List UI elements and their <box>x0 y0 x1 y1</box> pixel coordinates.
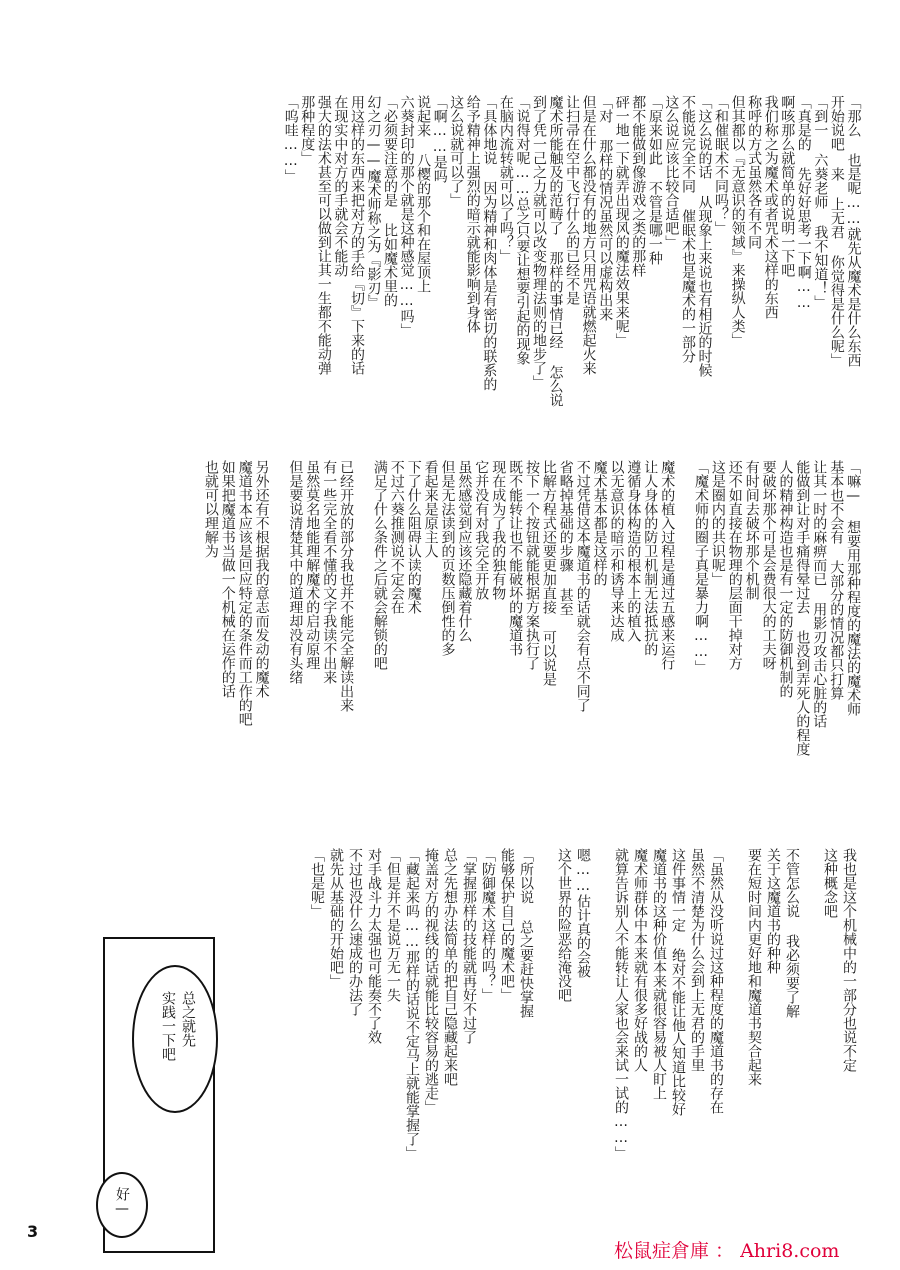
text-line: 魔术所能触及的范畴了 那样的事情已经 怎么说 <box>547 95 564 407</box>
text-line: 让其一时的麻痹而已 用影刃攻击心脏的话 <box>811 460 828 728</box>
text-line: 在现实中对方的手就会不能动 <box>332 95 349 277</box>
text-line: 称呼的方式虽然各有不同 <box>746 95 763 249</box>
text-line: 我也是这个机械中的一部分也说不定 <box>841 848 857 1072</box>
text-line: 总之先想办法简单的把自己隐藏起来吧 <box>442 848 458 1086</box>
text-line: 「防御魔术这样的吗？」 <box>480 848 496 1002</box>
text-line: 魔术师群体中本来就有很多好战的人 <box>632 848 648 1072</box>
text-line: 「也是呢」 <box>309 848 325 918</box>
text-line: 按下一个按钮就能根据方案执行了 <box>524 460 540 670</box>
bubble-line: 总之就先 <box>180 991 196 1047</box>
text-line: 「虽然从没听说过这种程度的魔道书的存在 <box>708 848 724 1114</box>
text-line: 已经开放的部分我也并不能完全解读出来 <box>338 460 355 712</box>
speech-bubble-ok <box>96 1172 148 1238</box>
text-line: 有一些完全看不懂的文字我读不出来 <box>321 460 338 684</box>
text-line: 不过六葵推测说不定会在 <box>388 460 405 614</box>
text-line: 满足了什么条件之后就会解锁的吧 <box>371 460 388 670</box>
text-line: 虽然感觉到应该还隐藏着什么 <box>456 460 473 642</box>
text-line: 「到一 六葵老师 我不知道！」 <box>812 95 829 309</box>
text-line: 「藏起来吗……那样的话说不定马上就能掌握了」 <box>404 848 420 1160</box>
text-line: 能做到让对手痛得晕过去 也没到弄死人的程度 <box>794 460 811 756</box>
text-line: 「和催眠术不同吗？」 <box>713 95 730 235</box>
text-line: 有时间去破坏那个机制 <box>743 460 760 600</box>
text-line: 也就可以理解为 <box>202 460 219 558</box>
text-line: 这么说就可以了」 <box>448 95 465 207</box>
text-line: 让扫帚在空中飞行什么的已经不是 <box>564 95 581 305</box>
text-line: 省略掉基础的步骤 甚至 <box>557 460 574 616</box>
text-line: 六葵封印的那个就是这种感觉……吗」 <box>398 95 415 337</box>
text-line: 能够保护自己的魔术吧」 <box>499 848 515 1002</box>
text-line: 基本也不会有 大部分的情况都只打算 <box>828 460 845 700</box>
text-line: 要破坏那个可是会费很大的工夫呀 <box>760 460 777 670</box>
bubble-line: 好— <box>114 1187 130 1217</box>
text-line: 幻之刃——魔术师称之为『影刃』 <box>365 95 382 309</box>
text-line: 但是要说清楚其中的道理却没有头绪 <box>287 460 304 684</box>
text-line: 我们称之为魔术或者咒术这样的东西 <box>762 95 779 319</box>
text-line: 「那么 也是呢……就先从魔术是什么东西 <box>845 95 862 367</box>
text-line: 「必须要注意的是 比如魔术里的 <box>382 95 399 307</box>
text-line: 给予精神上强烈的暗示就能影响到身体 <box>464 95 481 333</box>
text-line: 「但是并不是说万无一失 <box>385 848 401 1002</box>
text-line: 这是圈内的共识呢」 <box>709 460 726 586</box>
watermark: 松鼠症倉庫 ： Ahri8.com <box>614 1240 840 1262</box>
text-line: 说起来 八樱的那个和在屋顶上 <box>415 95 432 293</box>
text-line: 对手战斗力太强也可能奏不了效 <box>366 848 382 1044</box>
text-line: 强大的法术甚至可以做到让其一生都不能动弹 <box>315 95 332 375</box>
text-line: 但是在什么都没有的地方只用咒语就燃起火来 <box>580 95 597 375</box>
bubble-line: 实践一下吧 <box>160 991 176 1061</box>
text-line: 关于这魔道书的种种 <box>765 848 781 974</box>
text-line: 但是无法读到的页数压倒性的多 <box>439 460 456 656</box>
page-number: 3 <box>27 1222 39 1241</box>
text-line: 到了凭一己之力就可以改变物理法则的地步了」 <box>531 95 547 389</box>
text-line: 看起来是原主人 <box>422 460 439 558</box>
text-line: 「呜哇……」 <box>282 95 299 183</box>
text-line: 另外还有不根据我的意志而发动的魔术 <box>253 460 270 698</box>
text-line: 下了什么阻碍认读的魔术 <box>405 460 422 614</box>
text-line: 不管怎么说 我必须要了解 <box>784 848 800 1018</box>
text-line: 「这么说的话 从现象上来说也有相近的时候 <box>696 95 713 377</box>
text-line: 掩盖对方的视线的话就能比较容易的逃走」 <box>423 848 439 1114</box>
text-line: 不过凭借这本魔道书的话就会有点不同了 <box>574 460 591 712</box>
text-line: 虽然不清楚为什么会到上无君的手里 <box>689 848 705 1072</box>
text-line: 「对 那样的情况虽然可以虚构出来 <box>597 95 614 321</box>
text-line: 都不能做到像游戏之类的那样 <box>630 95 647 277</box>
text-line: 砰一地一下就弄出现风的魔法效果来呢」 <box>613 95 630 347</box>
text-line: 这个世界的险恶给淹没吧 <box>556 848 572 1002</box>
speech-bubble-practice <box>132 965 218 1113</box>
text-line: 让人身体的防卫机制无法抵抗的 <box>642 460 659 656</box>
text-line: 如果把魔道书当做一个机械在运作的话 <box>219 460 236 698</box>
text-line: 「魔术师的圈子真是暴力啊……」 <box>693 460 709 674</box>
text-line: 还不如直接在物理的层面干掉对方 <box>726 460 743 670</box>
text-line: 在脑内流转就可以了吗？」 <box>497 95 514 263</box>
text-line: 以无意识的暗示和诱导来达成 <box>608 460 625 642</box>
text-line: 要在短时间内更好地和魔道书契合起来 <box>746 848 762 1086</box>
text-line: 遵循身体构造的根本上的植入 <box>625 460 642 642</box>
text-line: 开始说吧 来 上无君 你觉得是什么呢」 <box>828 95 845 367</box>
text-line: 魔道书的这种价值本来就很容易被人盯上 <box>651 848 667 1100</box>
text-line: 就算告诉别人不能转让人家也会来试一试的……」 <box>613 848 629 1160</box>
text-line: 「所以说 总之要赶快掌握 <box>518 848 534 1018</box>
text-line: 这种概念吧 <box>822 848 838 918</box>
text-line: 「真是的 先好好思考一下啊…… <box>795 95 812 311</box>
text-line: 但其都以『无意识的领域』来操纵人类」 <box>729 95 746 347</box>
text-line: 它并没有对我完全开放 <box>473 460 490 600</box>
text-line: 「掌握那样的技能就再好不过了 <box>461 848 477 1044</box>
text-line: 这么说应该比较合适吧」 <box>663 95 680 249</box>
text-line: 「嘛— 想要用那种程度的魔法的魔术师 <box>845 460 862 716</box>
text-line: 既不能转让也不能破坏的魔道书 <box>507 460 524 656</box>
text-line: 魔术的植入过程是通过五感来运行 <box>659 460 676 670</box>
text-line: 用这样的东西来把对方的手给『切』下来的话 <box>348 95 365 375</box>
text-line: 那种程度」 <box>299 95 316 165</box>
text-line: 「具体地说 因为精神和肉体是有密切的联系的 <box>481 95 498 391</box>
text-line: 嗯……估计真的会被 <box>575 848 591 978</box>
text-line: 这件事情一定 绝对不能让他人知道比较好 <box>670 848 686 1116</box>
text-line: 魔术基本都是这样的 <box>591 460 608 586</box>
text-line: 比解方程式还要更加直接 可以说是 <box>540 460 557 686</box>
text-line: 魔道书本应该是回应特定的条件而工作的吧 <box>236 460 253 726</box>
text-line: 不能说完全不同 催眠术也是魔术的一部分 <box>679 95 696 363</box>
text-line: 不过也没什么速成的办法了 <box>347 848 363 1016</box>
text-line: 虽然莫名地能理解魔术的启动原理 <box>304 460 321 670</box>
text-line: 「原来如此 不管是哪一种 <box>646 95 663 265</box>
text-line: 就先从基础的开始吧」 <box>328 848 344 988</box>
text-line: 人的精神构造也是有一定的防御机制的 <box>777 460 794 698</box>
text-line: 啊咳那么就简单的说明一下吧 <box>779 95 796 277</box>
text-line: 「说得对呢……总之只要让想要引起的现象 <box>514 95 531 365</box>
text-line: 「啊……是吗 <box>431 95 448 183</box>
text-line: 现在成为了我的独有物 <box>490 460 507 600</box>
